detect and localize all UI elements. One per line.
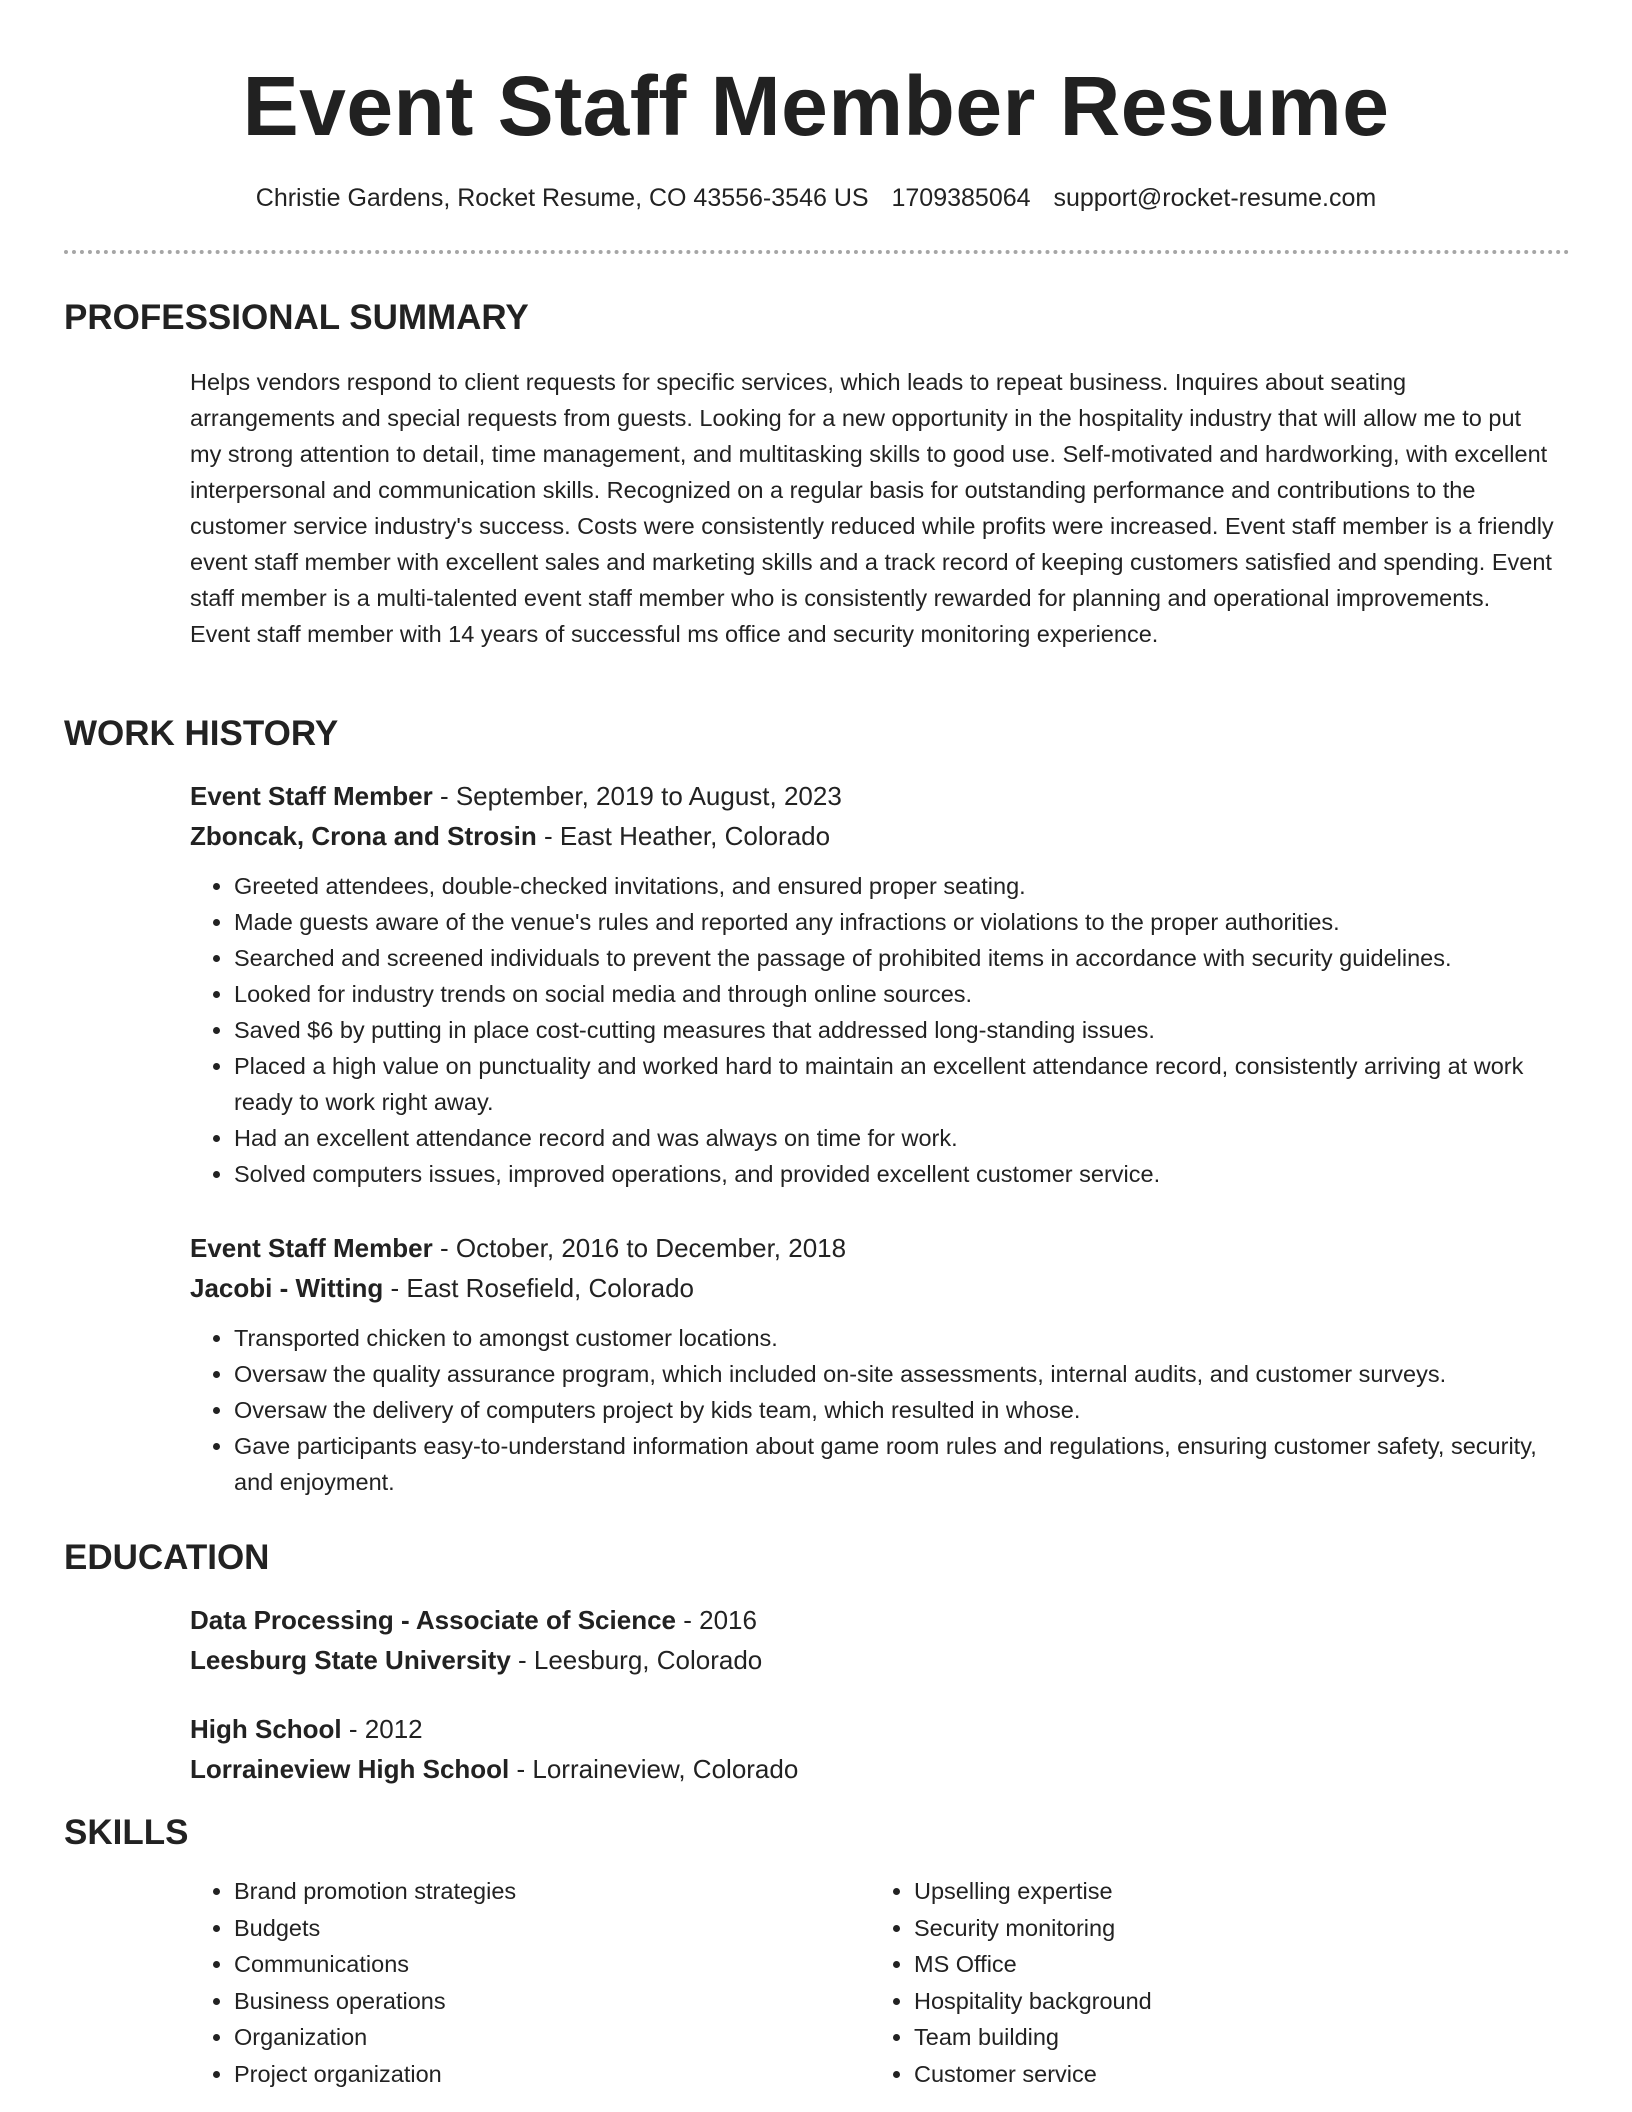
list-item: • Project organization (234, 2056, 870, 2093)
skills-column-right (870, 1873, 1550, 2092)
list-item: • Greeted attendees, double-checked invitations, and ensured proper seating. (234, 868, 1555, 904)
school-name: Lorraineview High School (190, 1754, 510, 1784)
job-company-line (190, 1268, 1555, 1308)
job-entry (190, 776, 1555, 1192)
graduation-year: - 2016 (676, 1605, 757, 1635)
email: support@rocket-resume.com (1053, 184, 1377, 212)
graduation-year: - 2012 (341, 1714, 423, 1744)
school-name: Leesburg State University (190, 1645, 511, 1675)
job-company: Zboncak, Crona and Strosin (190, 821, 537, 851)
summary-text: Helps vendors respond to client requests for specific services, which leads to repeat business. Inquires about seating arrangements and special requests from guests. Looking for a new opportunity in the hospitality industry that will allow me to put my strong attention to detail, time management, and multitasking skills to good use. Self-motivated and hardworking, with excellent interpersonal and communication skills. Recognized on a regular basis for outstanding performance and contributions to the customer service industry's success. Costs were consistently reduced while profits were increased. Event staff member is a friendly event staff member with excellent sales and marketing skills and a track record of keeping customers satisfied and spending. Event staff member is a multi-talented event staff member who is consistently rewarded for planning and operational improvements. Event staff member with 14 years of successful ms office and security monitoring experience. (190, 369, 1554, 647)
job-dates: - October, 2016 to December, 2018 (432, 1233, 847, 1263)
education-entry (190, 1709, 1555, 1789)
phone: 1709385064 (891, 184, 1031, 212)
list-item: • Budgets (234, 1910, 870, 1947)
list-item: • Team building (914, 2019, 1550, 2056)
address: Christie Gardens, Rocket Resume, CO 43556-3546 US (255, 184, 869, 212)
school-location: - Leesburg, Colorado (510, 1645, 763, 1675)
section-heading-work: WORK HISTORY (64, 714, 339, 753)
school-line (190, 1640, 1555, 1680)
page-title: Event Staff Member Resume (242, 59, 1390, 153)
section-heading-education: EDUCATION (64, 1538, 270, 1577)
list-item: • Communications (234, 1946, 870, 1983)
list-item: • MS Office (914, 1946, 1550, 1983)
degree: High School (190, 1714, 342, 1744)
job-title: Event Staff Member (190, 781, 433, 811)
degree: Data Processing - Associate of Science (190, 1605, 677, 1635)
skills-list (190, 1873, 1555, 2092)
job-location: - East Heather, Colorado (536, 821, 831, 851)
list-item: • Saved $6 by putting in place cost-cutting measures that addressed long-standing issues. (234, 1012, 1555, 1048)
list-item: • Customer service (914, 2056, 1550, 2093)
list-item: • Oversaw the delivery of computers project by kids team, which resulted in whose. (234, 1392, 1555, 1428)
job-title-line (190, 776, 1555, 816)
skills-column-left (190, 1873, 870, 2092)
list-item: • Security monitoring (914, 1910, 1550, 1947)
list-item: • Solved computers issues, improved operations, and provided excellent customer service. (234, 1156, 1555, 1192)
section-heading-skills: SKILLS (64, 1813, 189, 1852)
degree-line (190, 1709, 1555, 1749)
list-item: • Placed a high value on punctuality and worked hard to maintain an excellent attendance record, consistently arriving at work ready to work right away. (234, 1048, 1555, 1120)
education-entry (190, 1600, 1555, 1680)
header-divider (64, 250, 1570, 254)
list-item: • Organization (234, 2019, 870, 2056)
job-company: Jacobi - Witting (190, 1273, 384, 1303)
list-item: • Oversaw the quality assurance program, which included on-site assessments, internal audits, and customer surveys. (234, 1356, 1555, 1392)
job-dates: - September, 2019 to August, 2023 (432, 781, 842, 811)
degree-line (190, 1600, 1555, 1640)
job-company-line (190, 816, 1555, 856)
list-item: • Upselling expertise (914, 1873, 1550, 1910)
job-location: - East Rosefield, Colorado (383, 1273, 695, 1303)
list-item: • Business operations (234, 1983, 870, 2020)
school-line (190, 1749, 1555, 1789)
job-title-line (190, 1228, 1555, 1268)
list-item: • Transported chicken to amongst customer locations. (234, 1320, 1555, 1356)
contact-info (0, 180, 1632, 216)
list-item: • Hospitality background (914, 1983, 1550, 2020)
list-item: • Gave participants easy-to-understand information about game room rules and regulations, ensuring customer safety, security, and enjoyment. (234, 1428, 1555, 1500)
job-entry (190, 1228, 1555, 1500)
list-item: • Had an excellent attendance record and was always on time for work. (234, 1120, 1555, 1156)
list-item: • Looked for industry trends on social media and through online sources. (234, 976, 1555, 1012)
list-item: • Brand promotion strategies (234, 1873, 870, 1910)
school-location: - Lorraineview, Colorado (509, 1754, 799, 1784)
job-title: Event Staff Member (190, 1233, 433, 1263)
section-heading-summary: PROFESSIONAL SUMMARY (64, 298, 529, 337)
summary-section (190, 364, 1555, 652)
job-bullets (190, 1320, 1555, 1500)
job-bullets (190, 868, 1555, 1192)
list-item: • Searched and screened individuals to prevent the passage of prohibited items in accordance with security guidelines. (234, 940, 1555, 976)
list-item: • Made guests aware of the venue's rules and reported any infractions or violations to the proper authorities. (234, 904, 1555, 940)
